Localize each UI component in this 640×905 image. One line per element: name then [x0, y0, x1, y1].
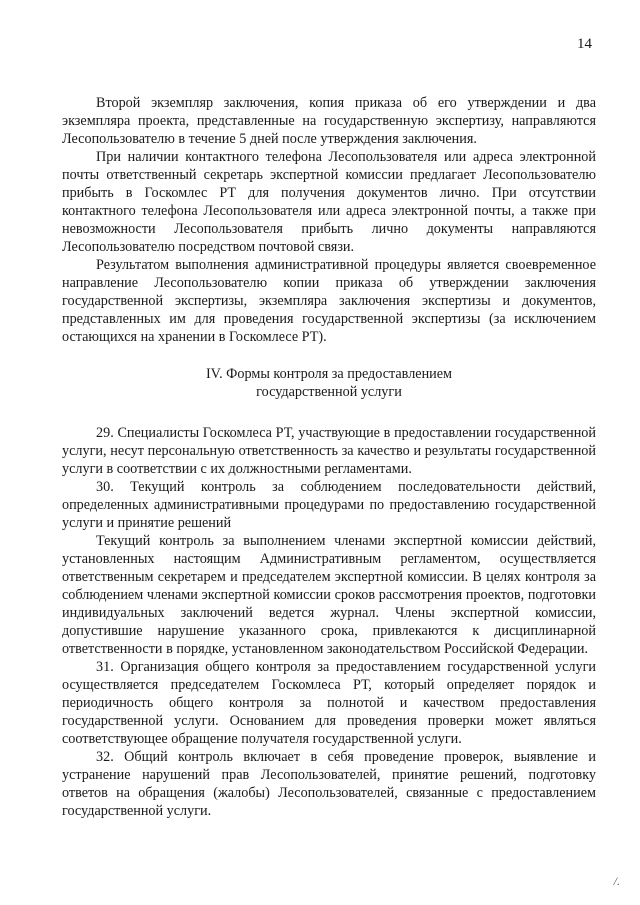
document-body [62, 94, 596, 820]
paragraph-31: 31. Организация общего контроля за предоставлением государственной услуги осуществляется председателем Госкомлеса РТ, который определяет порядок и периодичность общего контроля за полнотой и качеством предоставления государственной услуги. Основанием для проведения проверки может являться соответствующее обращение получателя государственной услуги. [62, 659, 596, 747]
paragraph-32: 32. Общий контроль включает в себя проведение проверок, выявление и устранение нарушений прав Лесопользователей, принятие решений, подготовку ответов на обращения (жалобы) Лесопользователей, связанные с предоставлением государственной услуги. [62, 749, 596, 819]
paragraph: Второй экземпляр заключения, копия приказа об его утверждении и два экземпляра проекта, представленные на государственную экспертизу, направляются Лесопользователю в течение 5 дней после утверждения заключения. [62, 95, 596, 147]
paragraph: При наличии контактного телефона Лесопользователя или адреса электронной почты ответственный секретарь экспертной комиссии предлагает Лесопользователю прибыть в Госкомлес РТ для получения документов лично. При отсутствии контактного телефона Лесопользователя или адреса электронной почты, а также при невозможности Лесопользователя прибыть лично документы направляются Лесопользователю посредством почтовой связи. [62, 149, 596, 255]
paragraph: Текущий контроль за выполнением членами экспертной комиссии действий, установленных настоящим Административным регламентом, осуществляется ответственным секретарем и председателем экспертной комиссии. В целях контроля за соблюдением членами экспертной комиссии сроков рассмотрения проектов, подготовки индивидуальных заключений ведется журнал. Члены экспертной комиссии, допустившие нарушение указанного срока, привлекаются к дисциплинарной ответственности в порядке, установленном законодательством Российской Федерации. [62, 533, 596, 657]
paragraph-30: 30. Текущий контроль за соблюдением последовательности действий, определенных административными процедурами по предоставлению государственной услуги и принятие решений [62, 479, 596, 531]
paragraph-29: 29. Специалисты Госкомлеса РТ, участвующие в предоставлении государственной услуги, несут персональную ответственность за качество и результаты государственной услуги в соответствии с их должностными регламентами. [62, 425, 596, 477]
handwritten-mark: /. [613, 874, 620, 888]
paragraph: Результатом выполнения административной процедуры является своевременное направление Лесопользователю копии приказа об утверждении заключения государственной экспертизы, экземпляра заключения экспертизы и документов, представленных им для проведения государственной экспертизы (за исключением остающихся на хранении в Госкомлесе РТ). [62, 257, 596, 345]
page-number: 14 [577, 36, 592, 52]
section-heading [62, 365, 596, 401]
section-heading-line: IV. Формы контроля за предоставлением [205, 366, 453, 382]
section-heading-line: государственной услуги [256, 384, 402, 400]
